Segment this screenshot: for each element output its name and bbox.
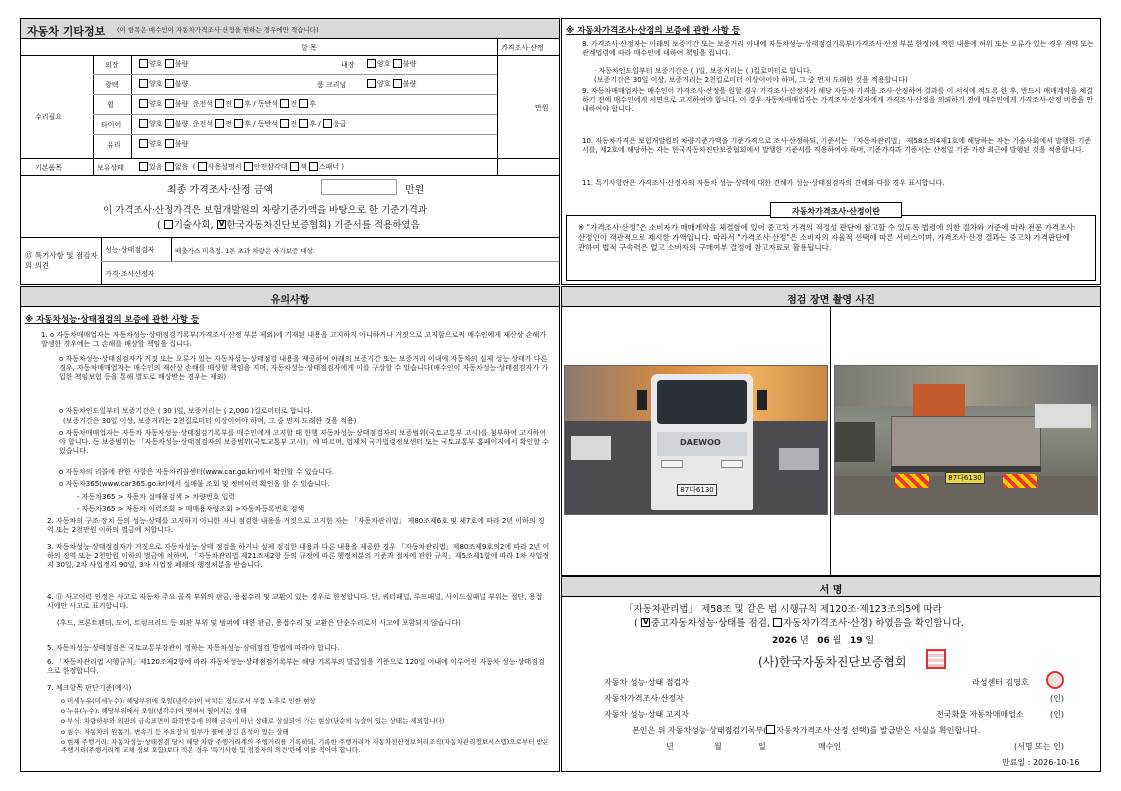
final-price-unit: 만원 <box>405 185 425 196</box>
notice-1d: o 자동차매매업자는 자동차 자동차성능·상태점검기록부를 매수인에게 고지할 때 한행 자동차성능·상태점검자의 보증범위(국토교통부 고시)를 첨부하여 고지하여야 합니다. 동 보증범위는 「자동차성능·상태점검자의 보증범위(국토교통부 고시)」에 따르며, 법제처 국가법령정보센터 또는 국토교통부 홈페이지에서 확인할 수 있습니다. <box>59 429 550 456</box>
item-10: 10. 자동차가격은 보험개발원의 차량기준가액을 기준가격으로 조사·산정하되, 기준서는 「자동차관리법」 제58조의4제1호에 해당하는 자는 기술사회에서 발행한 기준서를, 제2호에 해당하는 자는 한국자동차진단보증협회에서 발행한 기준서를 적용하여야 하며, 기준가격과 기준서는 산정일 기준 가장 최근에 발행된 것을 적용합니다. <box>582 137 1092 155</box>
wheel-good-checkbox[interactable] <box>139 99 148 108</box>
exterior-good-checkbox[interactable] <box>139 59 148 68</box>
item-room-cleaning: 룸 크리닝 <box>317 81 347 89</box>
notice-4: 4. ⑪ 사고이력 인정은 사고로 자동차 주요 골격 부위의 판금, 용접수리 및 교환이 있는 경우로 한정합니다. 단, 쿼터패널, 루프패널, 사이드실패널 부위는 절단, 용접 시에만 사고로 표기합니다. <box>47 593 543 611</box>
definition-title-box: 자동차가격조사·산정이란 <box>770 202 902 218</box>
col-item: 항 목 <box>301 44 317 52</box>
notice-7e: o 현재 주행거리: 자동차성능·상태점검 당시 해당 차량 주행거리계의 주행거리를 기록하되, 기록한 주행거리가 자동차전산정보처리조직(자동차관리정보시스템)으로부터 받은 주행거리(주행거리계 교체 정보 포함)보다 적은 경우 '특기사항 및 점검자의 의견'란에 이를 적어야 합니다. <box>61 738 550 755</box>
inspector-seal <box>1046 671 1064 689</box>
section-note: (이 항목은 매수인이 자동차가격조사·산정을 원하는 경우에만 적습니다) <box>117 26 319 34</box>
special-inspector-label: 성능·상태점검자 <box>105 246 155 254</box>
special-label: ⑮ 특기사항 및 점검자의 의견 <box>25 251 98 270</box>
used-car-inspection-checkbox[interactable] <box>641 618 650 627</box>
tire-passenger-rear-checkbox[interactable] <box>299 119 308 128</box>
notice-7: 7. 체크항목 판단기준(예시) <box>47 684 132 692</box>
expiry-date: 만료일 : 2026-10-16 <box>1002 758 1080 767</box>
sign-header: 서 명 <box>562 577 1100 597</box>
sign-r3-name: 전국화물 자동차매매업소 <box>936 710 1024 719</box>
sign-month: 06 <box>817 636 830 646</box>
notice-4b: (후드, 프론트펜더, 도어, 트렁크리드 등 외판 부위 및 범퍼에 대한 판금, 용접수리 및 교환은 단순수리로서 사고에 포함되지 않습니다) <box>57 619 461 627</box>
notice-1g: - 자동차365 > 자동차 실매물검색 > 차량번호 입력 <box>77 493 236 501</box>
basic-has-checkbox[interactable] <box>139 162 148 171</box>
item-exterior: 외장 <box>105 61 119 69</box>
item-8-sub2: (보증기간은 30일 이상, 보증거리는 2천킬로미터 이상이어야 하며, 그 중 먼저 도래한 것을 적용합니다) <box>594 76 908 84</box>
interior-bad-checkbox[interactable] <box>393 59 402 68</box>
notice-2: 2. 자동차의 구조·장치 등의 성능·상태를 고지하지 아니한 자나 점검한 내용을 거짓으로 고지한 자는 「자동차관리법」 제80조제6호 및 제7호에 따라 2년 이하의 징역 또는 2천만원 이하의 벌금에 처합니다. <box>47 517 545 535</box>
front-brand: DAEWOO <box>680 438 721 447</box>
sign-r1-label: 자동차 성능·상태 점검자 <box>604 678 689 687</box>
basis-line1: 이 가격조사·산정가격은 보험개발원의 차량기준가액을 바탕으로 한 기준가격과 <box>103 205 427 216</box>
sign-r1-name: 라성센터 김영호 <box>972 678 1029 687</box>
wheel-driver-front-checkbox[interactable] <box>215 99 224 108</box>
wheel-passenger-front-checkbox[interactable] <box>280 99 289 108</box>
final-price-label: 최종 가격조사·산정 금액 <box>167 185 274 196</box>
sign-r4-sign: (서명 또는 인) <box>1014 742 1064 751</box>
notice-7d: o 침수: 자동차의 원동기, 변속기 등 주요장치 일부가 물에 잠긴 흔적이 있는 상태 <box>61 728 289 736</box>
basis-kaida-checkbox[interactable] <box>217 220 226 229</box>
notice-7a: o 미세누유(미세누수): 해당부위에 오일(냉각수)이 비치는 정도로서 부품 노후로 인한 현상 <box>61 697 316 705</box>
item-wheel: 휠 <box>107 101 114 109</box>
wheel-bad-checkbox[interactable] <box>165 99 174 108</box>
wheel-driver-rear-checkbox[interactable] <box>234 99 243 108</box>
notice-5: 5. 자동차성능·상태점검은 국토교통부장관이 정하는 자동차성능·상태점검 방법에 따라야 합니다. <box>47 644 340 652</box>
triangle-checkbox[interactable] <box>244 162 253 171</box>
org-seal <box>926 649 946 669</box>
room-good-checkbox[interactable] <box>367 79 376 88</box>
tire-good-checkbox[interactable] <box>139 119 148 128</box>
item-glass: 유리 <box>107 141 121 149</box>
tire-emergency-checkbox[interactable] <box>323 119 332 128</box>
sign-r2-seal: (인) <box>1050 694 1064 703</box>
sign-r4-month: 월 <box>714 742 722 751</box>
basic-none-checkbox[interactable] <box>165 162 174 171</box>
notice-1c2: (보증기간은 30일 이상, 보증거리는 2천킬로미터 이상이어야 하며, 그 중 먼저 도래한 것을 적용) <box>63 417 357 425</box>
sign-day: 19 <box>849 636 863 646</box>
item-gloss: 광택 <box>105 81 119 89</box>
notice-1f: o 자동차365(www.car365.go.kr)에서 실매물 조회 및 정비이력 확인을 할 수 있습니다. <box>59 480 330 488</box>
notice-title: ※ 자동차성능·상태점검의 보증에 관한 사항 등 <box>25 315 200 325</box>
vehicle-other-info-panel: 자동차 기타정보 (이 항목은 매수인이 자동차가격조사·산정을 원하는 경우에만 적습니다) 항 목 가격조사·산정 수리필요 만원 외장 양호 불량 내장 양호 불량 광택 양호 불량 룸 크리닝 양호 불량 휠 양호 불량 운전석 전 후 / 동반석 전 후 타이어 양호 불량 운전석 전 후 / 동반석 전 후 / 응급 유리 양호 불량 기본품목 보유상태 있음 없음 ( 사용설명서 안전삼각대 잭 스패너 ) 최종 가격조사·산정 금액 만원 이 가격조사·산정가격은 보험개발원의 차량기준가액을 바탕으로 한 기준가격과 ( 기술사회, V 한국자동차진단보증협회) 기준서를 적용하였음 ⑮ 특기사항 및 점검자의 의견 성능·상태점검자 배출가스 미측정. 1톤 초과 차량은 자가보증 대상. 가격·조사산정자 <box>20 18 560 285</box>
item-tire: 타이어 <box>101 121 122 129</box>
wheel-passenger-rear-checkbox[interactable] <box>299 99 308 108</box>
receive-price-checkbox[interactable] <box>766 725 775 734</box>
item-11: 11. 특기사항란은 가격조사·산정자의 자동차 성능·상태에 대한 견해가 성능·상태점검자의 견해와 다를 경우 표시합니다. <box>582 179 945 187</box>
special-pricer-label: 가격·조사산정자 <box>105 270 155 278</box>
gloss-good-checkbox[interactable] <box>139 79 148 88</box>
spanner-checkbox[interactable] <box>309 162 318 171</box>
sign-r4-buyer: 매수인 <box>818 742 842 751</box>
notice-7c: o 부식: 차량하부와 외판의 금속표면이 화학반응에 의해 금속이 아닌 상태로 상실되어 가는 현상(단순히 녹슬어 있는 상태는 제외합니다) <box>61 717 445 725</box>
notice-6: 6. 「자동차관리법 시행규칙」제120조제2항에 따라 자동차성능·상태점검기록부는 해당 기록부의 발급일을 기준으로 120일 이내에 이루어진 자동차 성능·상태점검으로 한정합니다. <box>47 658 545 676</box>
notice-7b: o 누유(누수): 해당부위에서 오일(냉각수)이 맺혀서 떨어지는 상태 <box>61 707 247 715</box>
sign-r4-day: 일 <box>758 742 766 751</box>
item-9: 9. 자동차매매업자는 매수인이 가격조사·산정을 원할 경우 가격조사·산정자가 해당 자동차 가격을 조사·산정하여 결과를 이 서식에 적도록 한 후, 반드시 매매계약을 체결하기 전에 매수인에게 서면으로 고지하여야 합니다. 이 경우 자동차매매업자는 가격조사·산정자에게 가격조사·산정을 의뢰하기 전에 매수인에게 가격조사·산정 비용을 안내하여야 합니다. <box>582 87 1094 114</box>
notice-1e: o 자동차의 리콜에 관한 사항은 자동차리콜센터(www.car.go.kr)에서 확인할 수 있습니다. <box>59 468 334 476</box>
front-inspection-photo <box>564 365 828 515</box>
signature-panel: 서 명 「자동차관리법」 제58조 및 같은 법 시행규칙 제120조·제123조의5에 따라 ( V중고자동차성능·상태를 점검, 자동차가격조사·산정) 하였음을 확인합니다. 2026 년 06 월 19 일 (사)한국자동차진단보증협회 자동차 성능·상태 점검자 라성센터 김영호 자동차가격조사·산정자 (인) 자동차 성능·상태 고지자 전국화물 자동차매매업소 (인) 본인은 위 자동차성능·상태점검기록부( 자동차가격조사·산정 선택)를 발급받은 사실을 확인합니다. 년 월 일 매수인 (서명 또는 인) 만료일 : 2026-10-16 <box>561 576 1101 772</box>
item-8-sub: · 자동차인도일부터 보증기간은 ( )일, 보증거리는 ( )킬로미터로 합니다. <box>594 67 812 75</box>
photo-header: 점검 장면 촬영 사진 <box>562 287 1100 307</box>
sign-line1: 「자동차관리법」 제58조 및 같은 법 시행규칙 제120조·제123조의5에 따라 <box>624 604 942 615</box>
photo-panel <box>561 286 1101 576</box>
rear-inspection-photo <box>834 365 1098 515</box>
front-plate: 87다6130 <box>677 484 717 496</box>
sign-r2-label: 자동차가격조사·산정자 <box>604 694 684 703</box>
interior-good-checkbox[interactable] <box>367 59 376 68</box>
special-inspector-note: 배출가스 미측정. 1톤 초과 차량은 자가보증 대상. <box>175 247 315 255</box>
tire-passenger-front-checkbox[interactable] <box>280 119 289 128</box>
definition-text: ※ "가격조사·산정"은 소비자가 매매계약을 체결함에 있어 중고차 가격의 적정성 판단에 참고할 수 있도록 법령에 의한 절차와 기준에 따라 전문 가격조사·산정인이 객관적으로 제시한 가액입니다. 따라서 "가격조사·산정"은 소비자의 자율적 선택에 따른 서비스이며, 가격조사·산정 결과는 중고차 가격판단에 관하여 법적 구속력은 없고 소비자의 구매여부 결정에 참고자료로 활용됩니다. <box>578 223 1076 252</box>
glass-good-checkbox[interactable] <box>139 139 148 148</box>
room-bad-checkbox[interactable] <box>393 79 402 88</box>
notice-panel <box>20 286 560 772</box>
tire-bad-checkbox[interactable] <box>165 119 174 128</box>
tire-driver-front-checkbox[interactable] <box>215 119 224 128</box>
rear-plate: 87다6130 <box>945 472 985 484</box>
glass-bad-checkbox[interactable] <box>165 139 174 148</box>
basis-tech-checkbox[interactable] <box>164 220 173 229</box>
sign-r4-year: 년 <box>666 742 674 751</box>
basic-status: 보유상태 <box>97 164 125 172</box>
sign-r3-label: 자동차 성능·상태 고지자 <box>604 710 689 719</box>
basic-label: 기본품목 <box>35 164 63 172</box>
notice-header: 유의사항 <box>21 287 559 307</box>
price-survey-checkbox[interactable] <box>773 618 782 627</box>
price-guarantee-panel <box>561 18 1101 285</box>
item-interior: 내장 <box>341 61 355 69</box>
price-guarantee-title: ※ 자동차가격조사·산정의 보증에 관한 사항 등 <box>566 26 741 36</box>
notice-1b: o 자동차성능·상태점검자가 거짓 또는 오류가 있는 자동차성능·상태점검 내용을 제공하여 아래의 보증기간 또는 보증거리 이내에 자동차의 실제 성능·상태가 다른 경우, 자동차매매업자는 매수인의 재산상 손해를 배상할 책임을 지며, 자동차성능·상태점검자에게 이를 구상할 수 있습니다(매수인이 자동차성능·상태점검자가 가입한 책임보험 등을 통해 별도로 배상받는 경우는 제외) <box>59 355 549 382</box>
notice-3: 3. 자동차성능·상태점검자가 거짓으로 자동차성능·상태 점검을 하거나 실제 점검한 내용과 다른 내용을 제공한 경우 「자동차관리법」제80조제9호의2에 따라 2년 이하의 징역 또는 2천만원 이하의 벌금에 처하며, 「자동차관리법 제21조제2항 등의 규정에 따른 행정처분의 기준과 절차에 관한 규칙」제5조제1항에 따라 1차 사업정지 30일, 2차 사업정지 90일, 3차 사업장 폐쇄의 행정처분을 받습니다. <box>47 543 550 570</box>
notice-1a: 1. o 자동차매매업자는 자동차성능·상태점검기록부(가격조사·산정 부분 제외)에 기재된 내용을 고지하지 아니하거나 거짓으로 고지함으로써 매수인에게 재산상 손해가 발생한 경우에는 그 손해를 배상할 책임을 집니다. <box>41 331 547 349</box>
sign-receive2: 자동차가격조사·산정 선택)를 발급받은 사실을 확인합니다. <box>776 726 981 735</box>
sign-r3-seal: (인) <box>1050 710 1064 719</box>
section-title: 자동차 기타정보 <box>27 25 106 38</box>
price-unit: 만원 <box>535 104 549 112</box>
sign-org: (사)한국자동차진단보증협회 <box>758 655 907 669</box>
jack-checkbox[interactable] <box>290 162 299 171</box>
sign-year: 2026 <box>772 636 798 646</box>
sign-receive: 본인은 위 자동차성능·상태점검기록부( <box>632 726 767 735</box>
item-8: 8. 가격조사·산정자는 아래의 보증기간 또는 보증거리 이내에 자동차성능·상태점검기록부(가격조사·산정 부분 한정)에 적힌 내용에 허위 또는 오류가 있는 경우 계약 또는 관계법령에 따라 매수인에 대하여 책임을 집니다. <box>582 40 1094 58</box>
exterior-bad-checkbox[interactable] <box>165 59 174 68</box>
notice-1h: - 자동차365 > 자동차 이력조회 > 매매용자량조회 >자동차등록번호 검색 <box>77 505 305 513</box>
final-price-input[interactable] <box>321 179 397 195</box>
col-price: 가격조사·산정 <box>501 44 544 52</box>
notice-1c: o 자동차인도일부터 보증기간은 ( 30 )일, 보증거리는 ( 2,000 )킬로미터로 합니다. <box>59 407 313 415</box>
manual-checkbox[interactable] <box>198 162 207 171</box>
repair-label: 수리필요 <box>35 113 63 121</box>
tire-driver-rear-checkbox[interactable] <box>234 119 243 128</box>
gloss-bad-checkbox[interactable] <box>165 79 174 88</box>
